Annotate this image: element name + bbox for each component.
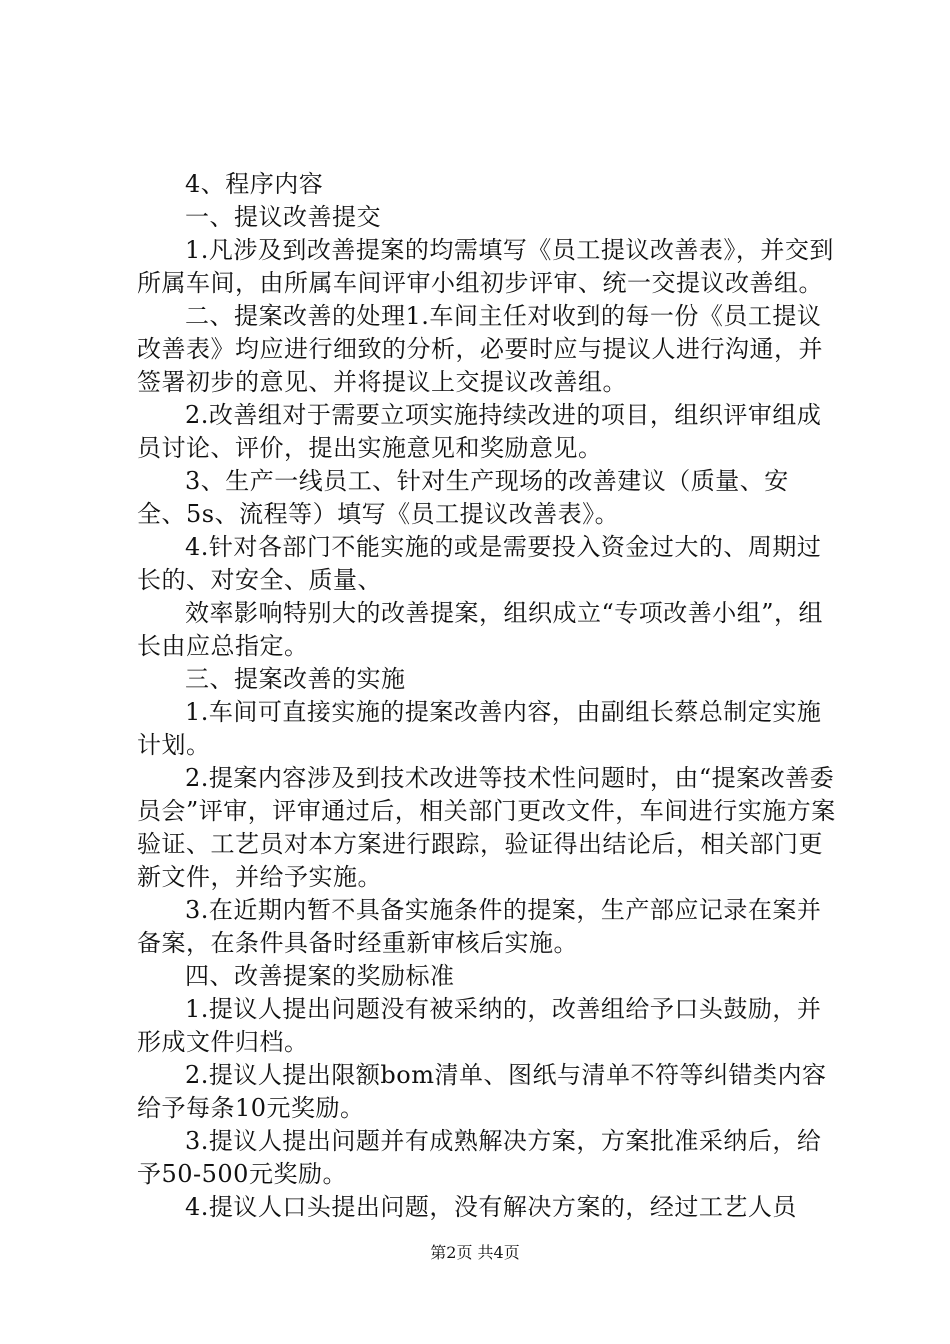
paragraph: 1.提议人提出问题没有被采纳的，改善组给予口头鼓励，并形成文件归档。 [137,995,822,1056]
paragraph: 1.凡涉及到改善提案的均需填写《员工提议改善表》，并交到所属车间，由所属车间评审小组初步评审、统一交提议改善组。 [137,236,834,297]
paragraph: 2.提议人提出限额bom清单、图纸与清单不符等纠错类内容给予每条10元奖励。 [137,1061,827,1122]
paragraph: 4.针对各部门不能实施的或是需要投入资金过大的、周期过长的、对安全、质量、 [137,533,822,594]
section-heading: 一、提议改善提交 [185,203,381,231]
paragraph: 3.在近期内暂不具备实施条件的提案，生产部应记录在案并备案，在条件具备时经重新审核后实施。 [137,896,822,957]
section-heading: 三、提案改善的实施 [185,665,406,693]
paragraph: 1.车间可直接实施的提案改善内容，由副组长蔡总制定实施计划。 [137,698,822,759]
section-heading: 四、改善提案的奖励标准 [185,962,455,990]
paragraph: 4.提议人口头提出问题，没有解决方案的，经过工艺人员 [185,1193,797,1221]
page-number-footer: 第2页 共4页 [430,1243,520,1262]
paragraph: 效率影响特别大的改善提案，组织成立“专项改善小组”，组长由应总指定。 [137,599,824,660]
paragraph: 2.提案内容涉及到技术改进等技术性问题时，由“提案改善委员会”评审，评审通过后，相关部门更改文件，车间进行实施方案验证、工艺员对本方案进行跟踪，验证得出结论后，相关部门更新文件，并给予实施。 [137,764,836,891]
paragraph: 2.改善组对于需要立项实施持续改进的项目，组织评审组成员讨论、评价，提出实施意见和奖励意见。 [137,401,822,462]
document-body [137,168,837,1224]
paragraph: 二、提案改善的处理1.车间主任对收到的每一份《员工提议改善表》均应进行细致的分析，必要时应与提议人进行沟通，并签署初步的意见、并将提议上交提议改善组。 [137,302,823,396]
paragraph: 3.提议人提出问题并有成熟解决方案，方案批准采纳后，给予50-500元奖励。 [137,1127,822,1188]
paragraph: 3、生产一线员工、针对生产现场的改善建议（质量、安全、5s、流程等）填写《员工提议改善表》。 [137,467,789,528]
section-heading: 4、程序内容 [185,170,324,198]
